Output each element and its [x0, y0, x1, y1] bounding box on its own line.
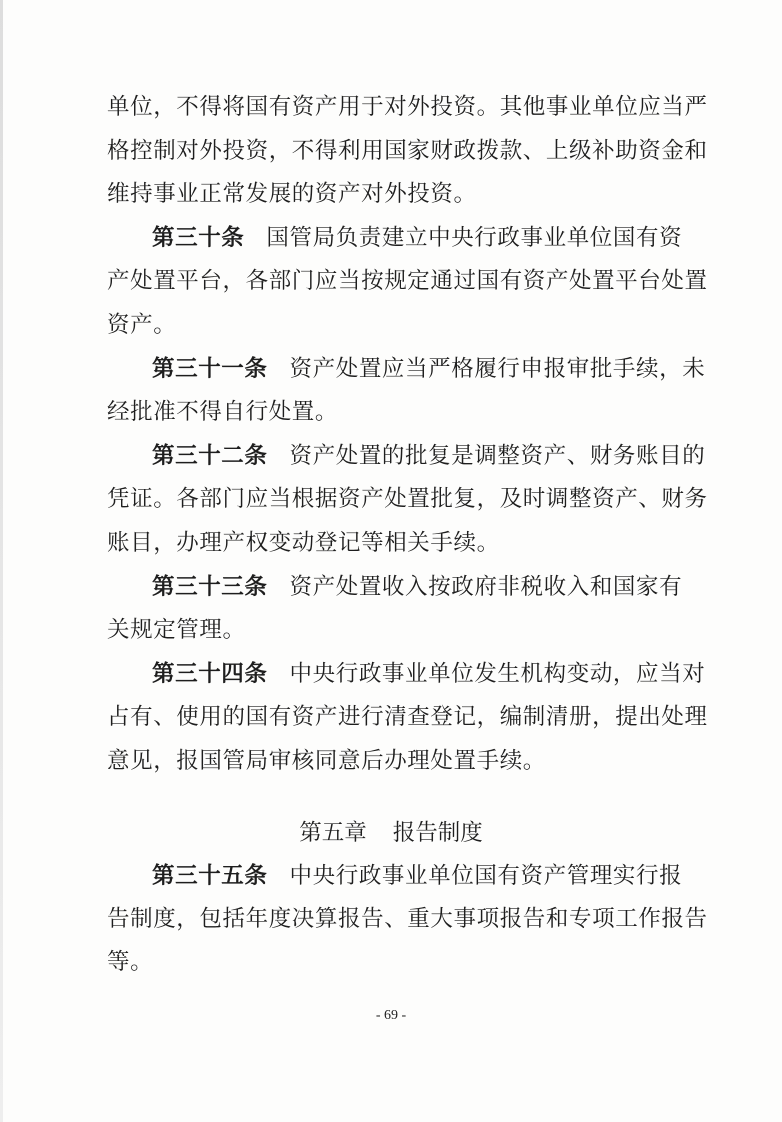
article-label: 第三十五条	[152, 863, 268, 889]
line-text: 资产处置收入按政府非税收入和国家有	[289, 574, 683, 600]
line-text: 中央行政事业单位发生机构变动，应当对	[289, 661, 706, 687]
article-label: 第三十四条	[152, 661, 268, 687]
text-line	[107, 746, 546, 776]
article-label: 第三十一条	[152, 356, 268, 382]
line-text: 格控制对外投资，不得利用国家财政拨款、上级补助资金和	[107, 138, 708, 164]
line-text: 维持事业正常发展的资产对外投资。	[107, 181, 477, 207]
chapter-heading	[0, 818, 782, 848]
line-text: 中央行政事业单位国有资产管理实行报	[289, 863, 683, 889]
line-text: 账目，办理产权变动登记等相关手续。	[107, 530, 500, 556]
chapter-title: 报告制度	[392, 820, 483, 846]
text-line	[107, 310, 176, 340]
line-text: 凭证。各部门应当根据资产处置批复，及时调整资产、财务	[107, 486, 708, 512]
text-line	[107, 528, 500, 558]
article-line	[152, 861, 682, 891]
text-line	[107, 947, 153, 977]
article-line	[152, 659, 705, 689]
line-text: 经批准不得自行处置。	[107, 399, 339, 425]
article-label: 第三十三条	[152, 574, 268, 600]
line-text: 告制度，包括年度决算报告、重大事项报告和专项工作报告	[107, 906, 708, 932]
article-label: 第三十二条	[152, 443, 268, 469]
line-text: 资产处置的批复是调整资产、财务账目的	[289, 443, 706, 469]
line-text: 关规定管理。	[107, 617, 246, 643]
text-line	[107, 92, 708, 122]
text-line	[107, 266, 708, 296]
scan-edge	[0, 0, 3, 1122]
line-text: 占有、使用的国有资产进行清查登记，编制清册，提出处理	[107, 704, 708, 730]
chapter-number: 第五章	[299, 820, 367, 846]
text-line	[107, 484, 708, 514]
page-number: - 69 -	[375, 1008, 407, 1023]
article-line	[152, 572, 682, 602]
line-text: 资产处置应当严格履行申报审批手续，未	[289, 356, 706, 382]
text-line	[107, 702, 708, 732]
article-line	[152, 441, 705, 471]
line-text: 等。	[107, 949, 154, 975]
line-text: 产处置平台，各部门应当按规定通过国有资产处置平台处置	[107, 268, 708, 294]
text-line	[107, 136, 708, 166]
line-text: 资产。	[107, 312, 177, 338]
text-line	[107, 904, 708, 934]
text-line	[107, 397, 338, 427]
line-text: 国管局负责建立中央行政事业单位国有资	[266, 225, 683, 251]
line-text: 单位，不得将国有资产用于对外投资。其他事业单位应当严	[107, 94, 708, 120]
article-line	[152, 354, 705, 384]
text-line	[107, 179, 477, 209]
article-label: 第三十条	[152, 225, 245, 251]
line-text: 意见，报国管局审核同意后办理处置手续。	[107, 748, 546, 774]
article-line	[152, 223, 682, 253]
text-line	[107, 615, 246, 645]
